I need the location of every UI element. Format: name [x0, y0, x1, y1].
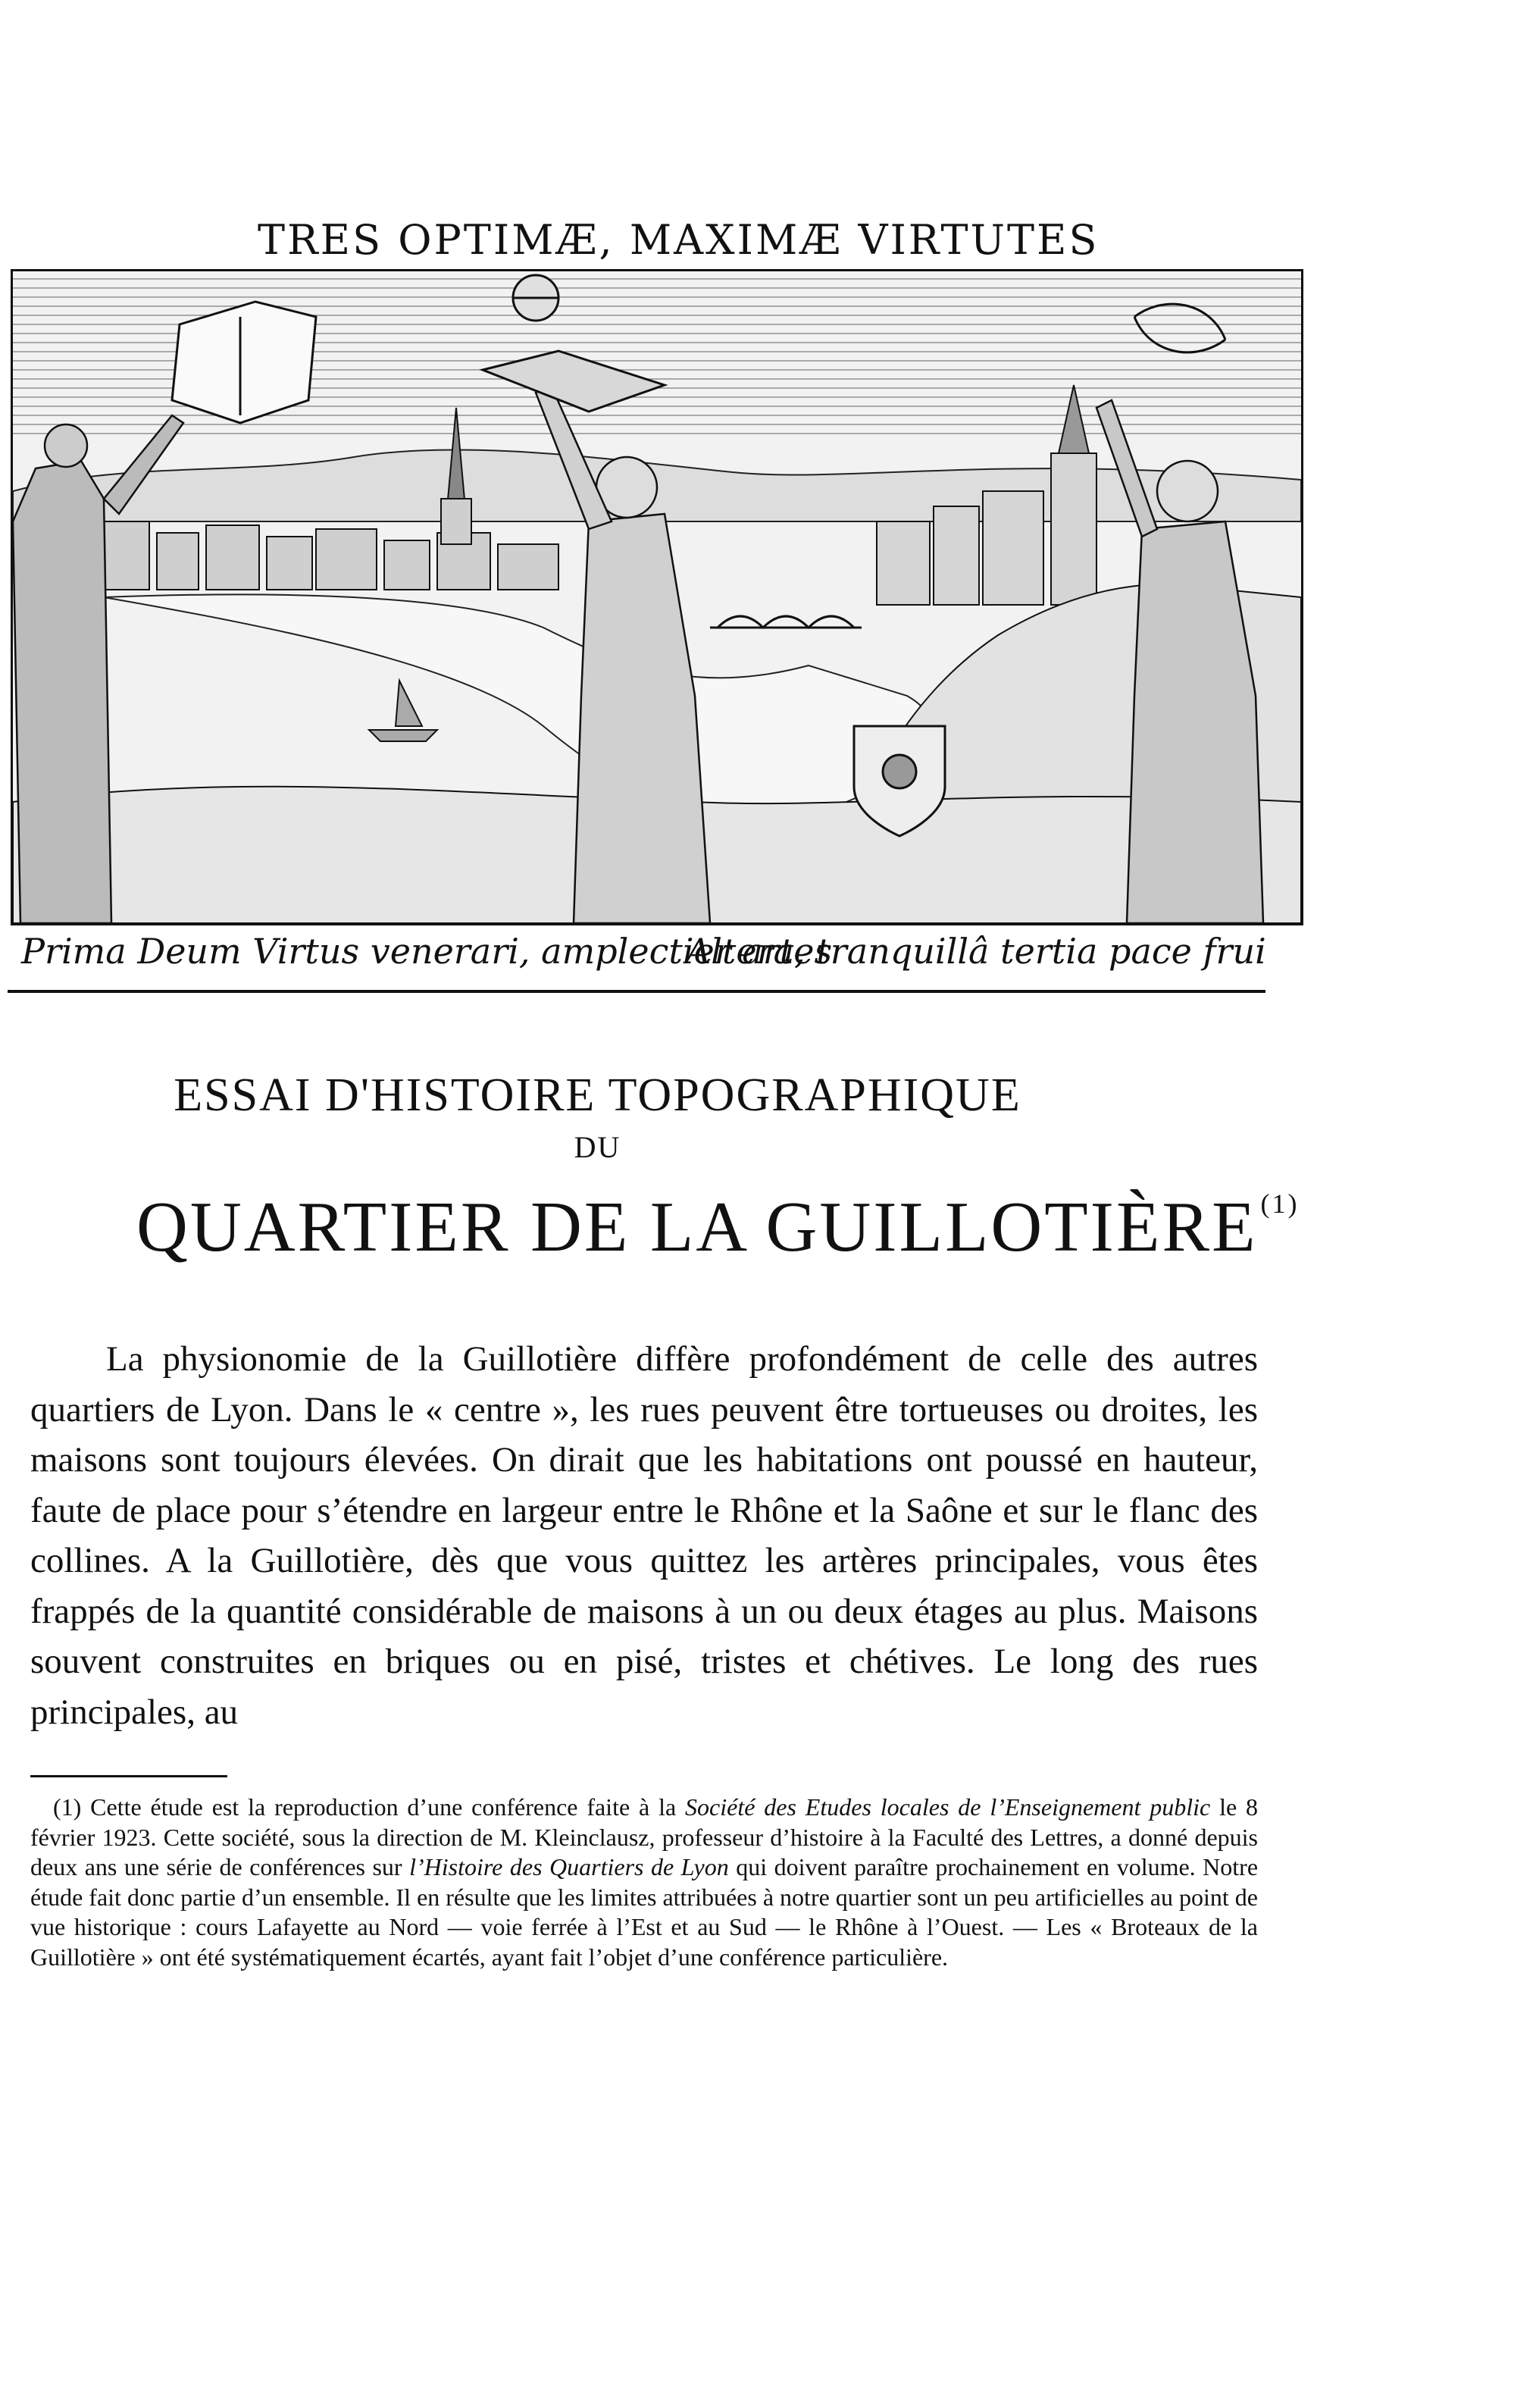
globe-icon: [513, 275, 558, 321]
body-text: [30, 1334, 1258, 1737]
footnote-marker: (1): [53, 1793, 82, 1821]
engraving-inscription: TRES OPTIMÆ, MAXIMÆ VIRTUTES: [258, 216, 1100, 264]
footnote-text-3: qui doivent paraître prochainement en volume. Notre étude fait donc partie d’un ensemble. Il en résulte que les limites attribuées à notre quartier sont un peu artificielles au point de vue historique : cours Lafayette au Nord — voie ferrée à l’Est et au Sud — le Rhône à l’Ouest. — Les « Broteaux de la Guillotière » ont été systématiquement écartés, ayant fait l’objet d’une conférence particulière.: [30, 1853, 1259, 1971]
page-title: [136, 1186, 1300, 1268]
page-title-text: QUARTIER DE LA GUILLOTIÈRE: [136, 1188, 1258, 1267]
footnote: [30, 1793, 1258, 1972]
footnote-paragraph: [30, 1793, 1258, 1972]
body-paragraph: La physionomie de la Guillotière diffère profondément de celle des autres quartiers de Lyon. Dans le « centre », les rues peuvent être tortueuses ou droites, les maisons sont toujours élevées. On dirait que les habitations ont poussé en hauteur, faute de place pour s’étendre en largeur entre le Rhône et la Saône et sur le flanc des collines. A la Guillotière, dès que vous quittez les artères principales, vous êtes frappés de la quantité considérable de maisons à un ou deux étages au plus. Maisons souvent construites en briques ou en pisé, tristes et chétives. Le long des rues principales, au: [30, 1339, 1258, 1732]
footnote-reference: (1): [1260, 1188, 1300, 1219]
footnote-italic-1: Société des Etudes locales de l’Enseignement public: [685, 1793, 1211, 1821]
title-line-1: ESSAI D'HISTOIRE TOPOGRAPHIQUE: [174, 1069, 1021, 1121]
footnote-divider: [30, 1775, 227, 1777]
engraving-illustration: [11, 269, 1303, 925]
engraving-caption-left: Prima Deum Virtus venerari, amplectier artes: [21, 931, 833, 972]
footnote-italic-2: l’Histoire des Quartiers de Lyon: [409, 1853, 729, 1880]
scroll-icon: [172, 302, 316, 423]
divider-rule: [8, 990, 1265, 993]
footnote-text-2: le 8 février 1923. Cette société, sous la direction de M. Kleinclausz, professeur d’histoire à la Faculté des Lettres, a donné depuis deux ans une série de conférences sur: [30, 1793, 1259, 1880]
engraving-caption-right: Altera, tranquillâ tertia pace frui: [686, 931, 1266, 972]
footnote-text-1: Cette étude est la reproduction d’une conférence faite à la: [90, 1793, 677, 1821]
title-line-2: DU: [574, 1130, 621, 1164]
